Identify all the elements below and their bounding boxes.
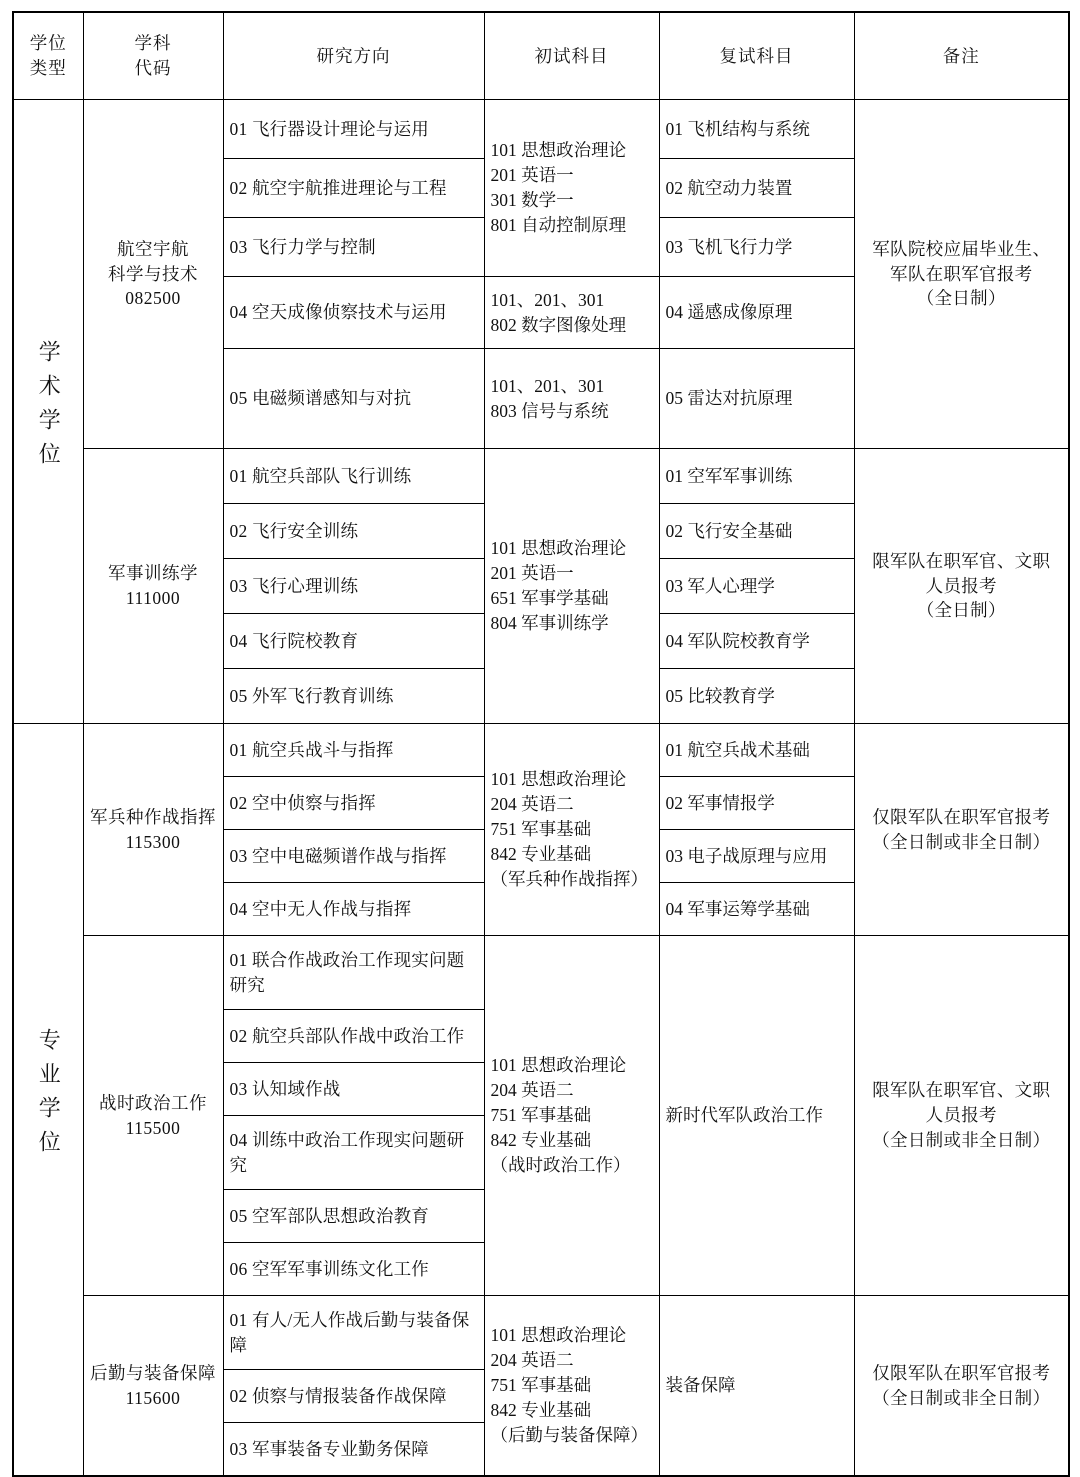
remark-line: （全日制） xyxy=(916,600,1006,621)
exam-subject-line: 842 专业基础 xyxy=(490,843,592,864)
exam-subject-line: （后勤与装备保障） xyxy=(490,1424,648,1445)
header-line: 学科 xyxy=(134,33,172,54)
direction-cell: 02 航空兵部队作战中政治工作 xyxy=(223,1010,484,1063)
exam-subject-line: 751 军事基础 xyxy=(490,819,592,840)
discipline-name-line: 军事训练学 xyxy=(108,563,198,584)
direction-cell: 02 空中侦察与指挥 xyxy=(223,777,484,830)
retest-cell-merged: 新时代军队政治工作 xyxy=(659,936,854,1296)
direction-cell: 01 飞行器设计理论与运用 xyxy=(223,100,484,159)
remark-line: 限军队在职军官、文职 xyxy=(872,1080,1051,1101)
direction-cell: 01 有人/无人作战后勤与装备保障 xyxy=(223,1296,484,1370)
direction-cell: 02 侦察与情报装备作战保障 xyxy=(223,1370,484,1423)
discipline-code: 115300 xyxy=(125,831,181,852)
remark-cell xyxy=(854,1296,1069,1477)
table-row xyxy=(13,100,1069,159)
direction-cell: 03 飞行心理训练 xyxy=(223,559,484,614)
exam-subject-line: 802 数字图像处理 xyxy=(490,314,627,335)
first-exam-cell xyxy=(484,1296,659,1477)
remark-line: 军队在职军官报考 xyxy=(890,263,1033,284)
direction-cell: 03 飞行力学与控制 xyxy=(223,218,484,277)
discipline-name-line: 科学与技术 xyxy=(108,263,198,284)
retest-cell: 01 航空兵战术基础 xyxy=(659,724,854,777)
discipline-cell xyxy=(83,1296,223,1477)
exam-subject-line: 801 自动控制原理 xyxy=(490,214,627,235)
retest-cell: 01 飞机结构与系统 xyxy=(659,100,854,159)
discipline-name-line: 军兵种作战指挥 xyxy=(90,806,216,827)
direction-cell: 05 空军部队思想政治教育 xyxy=(223,1190,484,1243)
first-exam-cell xyxy=(484,936,659,1296)
remark-line: （全日制或非全日制） xyxy=(872,1129,1051,1150)
column-header-remarks: 备注 xyxy=(854,12,1069,100)
table-body xyxy=(13,100,1069,1477)
exam-subject-line: （军兵种作战指挥） xyxy=(490,868,648,889)
exam-subject-line: 101 思想政治理论 xyxy=(490,1325,627,1346)
retest-cell: 03 电子战原理与应用 xyxy=(659,830,854,883)
exam-subject-line: 101 思想政治理论 xyxy=(490,1055,627,1076)
remark-line: （全日制） xyxy=(916,288,1006,309)
table-row xyxy=(13,936,1069,1010)
header-line: 学位 xyxy=(29,33,67,54)
direction-cell: 01 航空兵部队飞行训练 xyxy=(223,449,484,504)
discipline-code: 111000 xyxy=(125,588,181,608)
discipline-code: 115500 xyxy=(125,1117,181,1138)
remark-line: （全日制或非全日制） xyxy=(872,831,1051,852)
header-line: 类型 xyxy=(29,58,67,78)
retest-cell: 01 空军军事训练 xyxy=(659,449,854,504)
direction-cell: 04 空天成像侦察技术与运用 xyxy=(223,277,484,349)
degree-type-label: 专业学位 xyxy=(36,1028,62,1165)
table-row xyxy=(13,724,1069,777)
degree-type-cell-academic xyxy=(13,100,83,724)
header-line: 代码 xyxy=(134,58,172,78)
table-header xyxy=(13,12,1069,100)
discipline-cell xyxy=(83,100,223,449)
remark-cell xyxy=(854,449,1069,724)
column-header-retest: 复试科目 xyxy=(659,12,854,100)
direction-cell: 06 空军军事训练文化工作 xyxy=(223,1243,484,1296)
header-row xyxy=(13,12,1069,100)
retest-cell: 02 航空动力装置 xyxy=(659,159,854,218)
column-header-discipline-code xyxy=(83,12,223,100)
retest-cell: 05 比较教育学 xyxy=(659,669,854,724)
retest-cell: 02 飞行安全基础 xyxy=(659,504,854,559)
exam-subject-line: 101 思想政治理论 xyxy=(490,538,627,559)
remark-line: 人员报考 xyxy=(925,1105,997,1126)
exam-subject-line: 651 军事学基础 xyxy=(490,588,609,608)
discipline-code: 115600 xyxy=(125,1387,181,1408)
direction-cell: 03 认知域作战 xyxy=(223,1063,484,1116)
exam-subject-line: 101 思想政治理论 xyxy=(490,140,627,161)
retest-cell: 02 军事情报学 xyxy=(659,777,854,830)
discipline-cell xyxy=(83,724,223,936)
column-header-degree-type xyxy=(13,12,83,100)
direction-cell: 03 空中电磁频谱作战与指挥 xyxy=(223,830,484,883)
direction-cell: 04 训练中政治工作现实问题研究 xyxy=(223,1116,484,1190)
discipline-name-line: 航空宇航 xyxy=(117,238,189,259)
discipline-name-line: 后勤与装备保障 xyxy=(90,1362,216,1383)
remark-line: 军队院校应届毕业生、 xyxy=(872,238,1051,259)
retest-cell: 04 军事运筹学基础 xyxy=(659,883,854,936)
remark-cell xyxy=(854,724,1069,936)
remark-line: （全日制或非全日制） xyxy=(872,1387,1051,1408)
exam-subject-line: 101、201、301 xyxy=(490,289,605,310)
exam-subject-line: 204 英语二 xyxy=(490,1350,574,1371)
exam-subject-line: 804 军事训练学 xyxy=(490,612,609,633)
table-row xyxy=(13,449,1069,504)
direction-cell: 04 飞行院校教育 xyxy=(223,614,484,669)
remark-cell xyxy=(854,100,1069,449)
first-exam-cell xyxy=(484,724,659,936)
degree-type-label: 学术学位 xyxy=(36,340,62,477)
remark-line: 人员报考 xyxy=(925,575,997,596)
exam-subject-line: 803 信号与系统 xyxy=(490,400,609,421)
exam-subject-line: （战时政治工作） xyxy=(490,1154,631,1175)
exam-subject-line: 842 专业基础 xyxy=(490,1129,592,1150)
exam-subject-line: 842 专业基础 xyxy=(490,1399,592,1420)
first-exam-cell xyxy=(484,277,659,349)
exam-subject-line: 101、201、301 xyxy=(490,375,605,396)
discipline-name-line: 战时政治工作 xyxy=(99,1092,207,1113)
first-exam-cell xyxy=(484,349,659,449)
discipline-cell xyxy=(83,936,223,1296)
exam-subject-line: 751 军事基础 xyxy=(490,1105,592,1126)
exam-subject-line: 201 英语一 xyxy=(490,165,574,186)
admissions-catalog-table xyxy=(12,11,1070,1477)
direction-cell: 01 航空兵战斗与指挥 xyxy=(223,724,484,777)
direction-cell: 02 航空宇航推进理论与工程 xyxy=(223,159,484,218)
direction-cell: 03 军事装备专业勤务保障 xyxy=(223,1423,484,1477)
retest-cell: 03 飞机飞行力学 xyxy=(659,218,854,277)
retest-cell: 04 军队院校教育学 xyxy=(659,614,854,669)
first-exam-cell xyxy=(484,449,659,724)
retest-cell-merged: 装备保障 xyxy=(659,1296,854,1477)
remark-line: 仅限军队在职军官报考 xyxy=(872,1362,1051,1383)
first-exam-cell xyxy=(484,100,659,277)
direction-cell: 05 外军飞行教育训练 xyxy=(223,669,484,724)
exam-subject-line: 101 思想政治理论 xyxy=(490,769,627,790)
remark-line: 限军队在职军官、文职 xyxy=(872,550,1051,571)
retest-cell: 04 遥感成像原理 xyxy=(659,277,854,349)
exam-subject-line: 301 数学一 xyxy=(490,190,574,210)
direction-cell: 02 飞行安全训练 xyxy=(223,504,484,559)
retest-cell: 03 军人心理学 xyxy=(659,559,854,614)
remark-cell xyxy=(854,936,1069,1296)
direction-cell: 05 电磁频谱感知与对抗 xyxy=(223,349,484,449)
direction-cell: 01 联合作战政治工作现实问题研究 xyxy=(223,936,484,1010)
column-header-research-direction: 研究方向 xyxy=(223,12,484,100)
column-header-first-exam: 初试科目 xyxy=(484,12,659,100)
degree-type-cell-professional xyxy=(13,724,83,1477)
retest-cell: 05 雷达对抗原理 xyxy=(659,349,854,449)
exam-subject-line: 204 英语二 xyxy=(490,1080,574,1101)
direction-cell: 04 空中无人作战与指挥 xyxy=(223,883,484,936)
exam-subject-line: 201 英语一 xyxy=(490,563,574,584)
discipline-code: 082500 xyxy=(125,288,181,309)
exam-subject-line: 751 军事基础 xyxy=(490,1375,592,1396)
table-row xyxy=(13,1296,1069,1370)
exam-subject-line: 204 英语二 xyxy=(490,794,574,815)
remark-line: 仅限军队在职军官报考 xyxy=(872,806,1051,827)
discipline-cell xyxy=(83,449,223,724)
